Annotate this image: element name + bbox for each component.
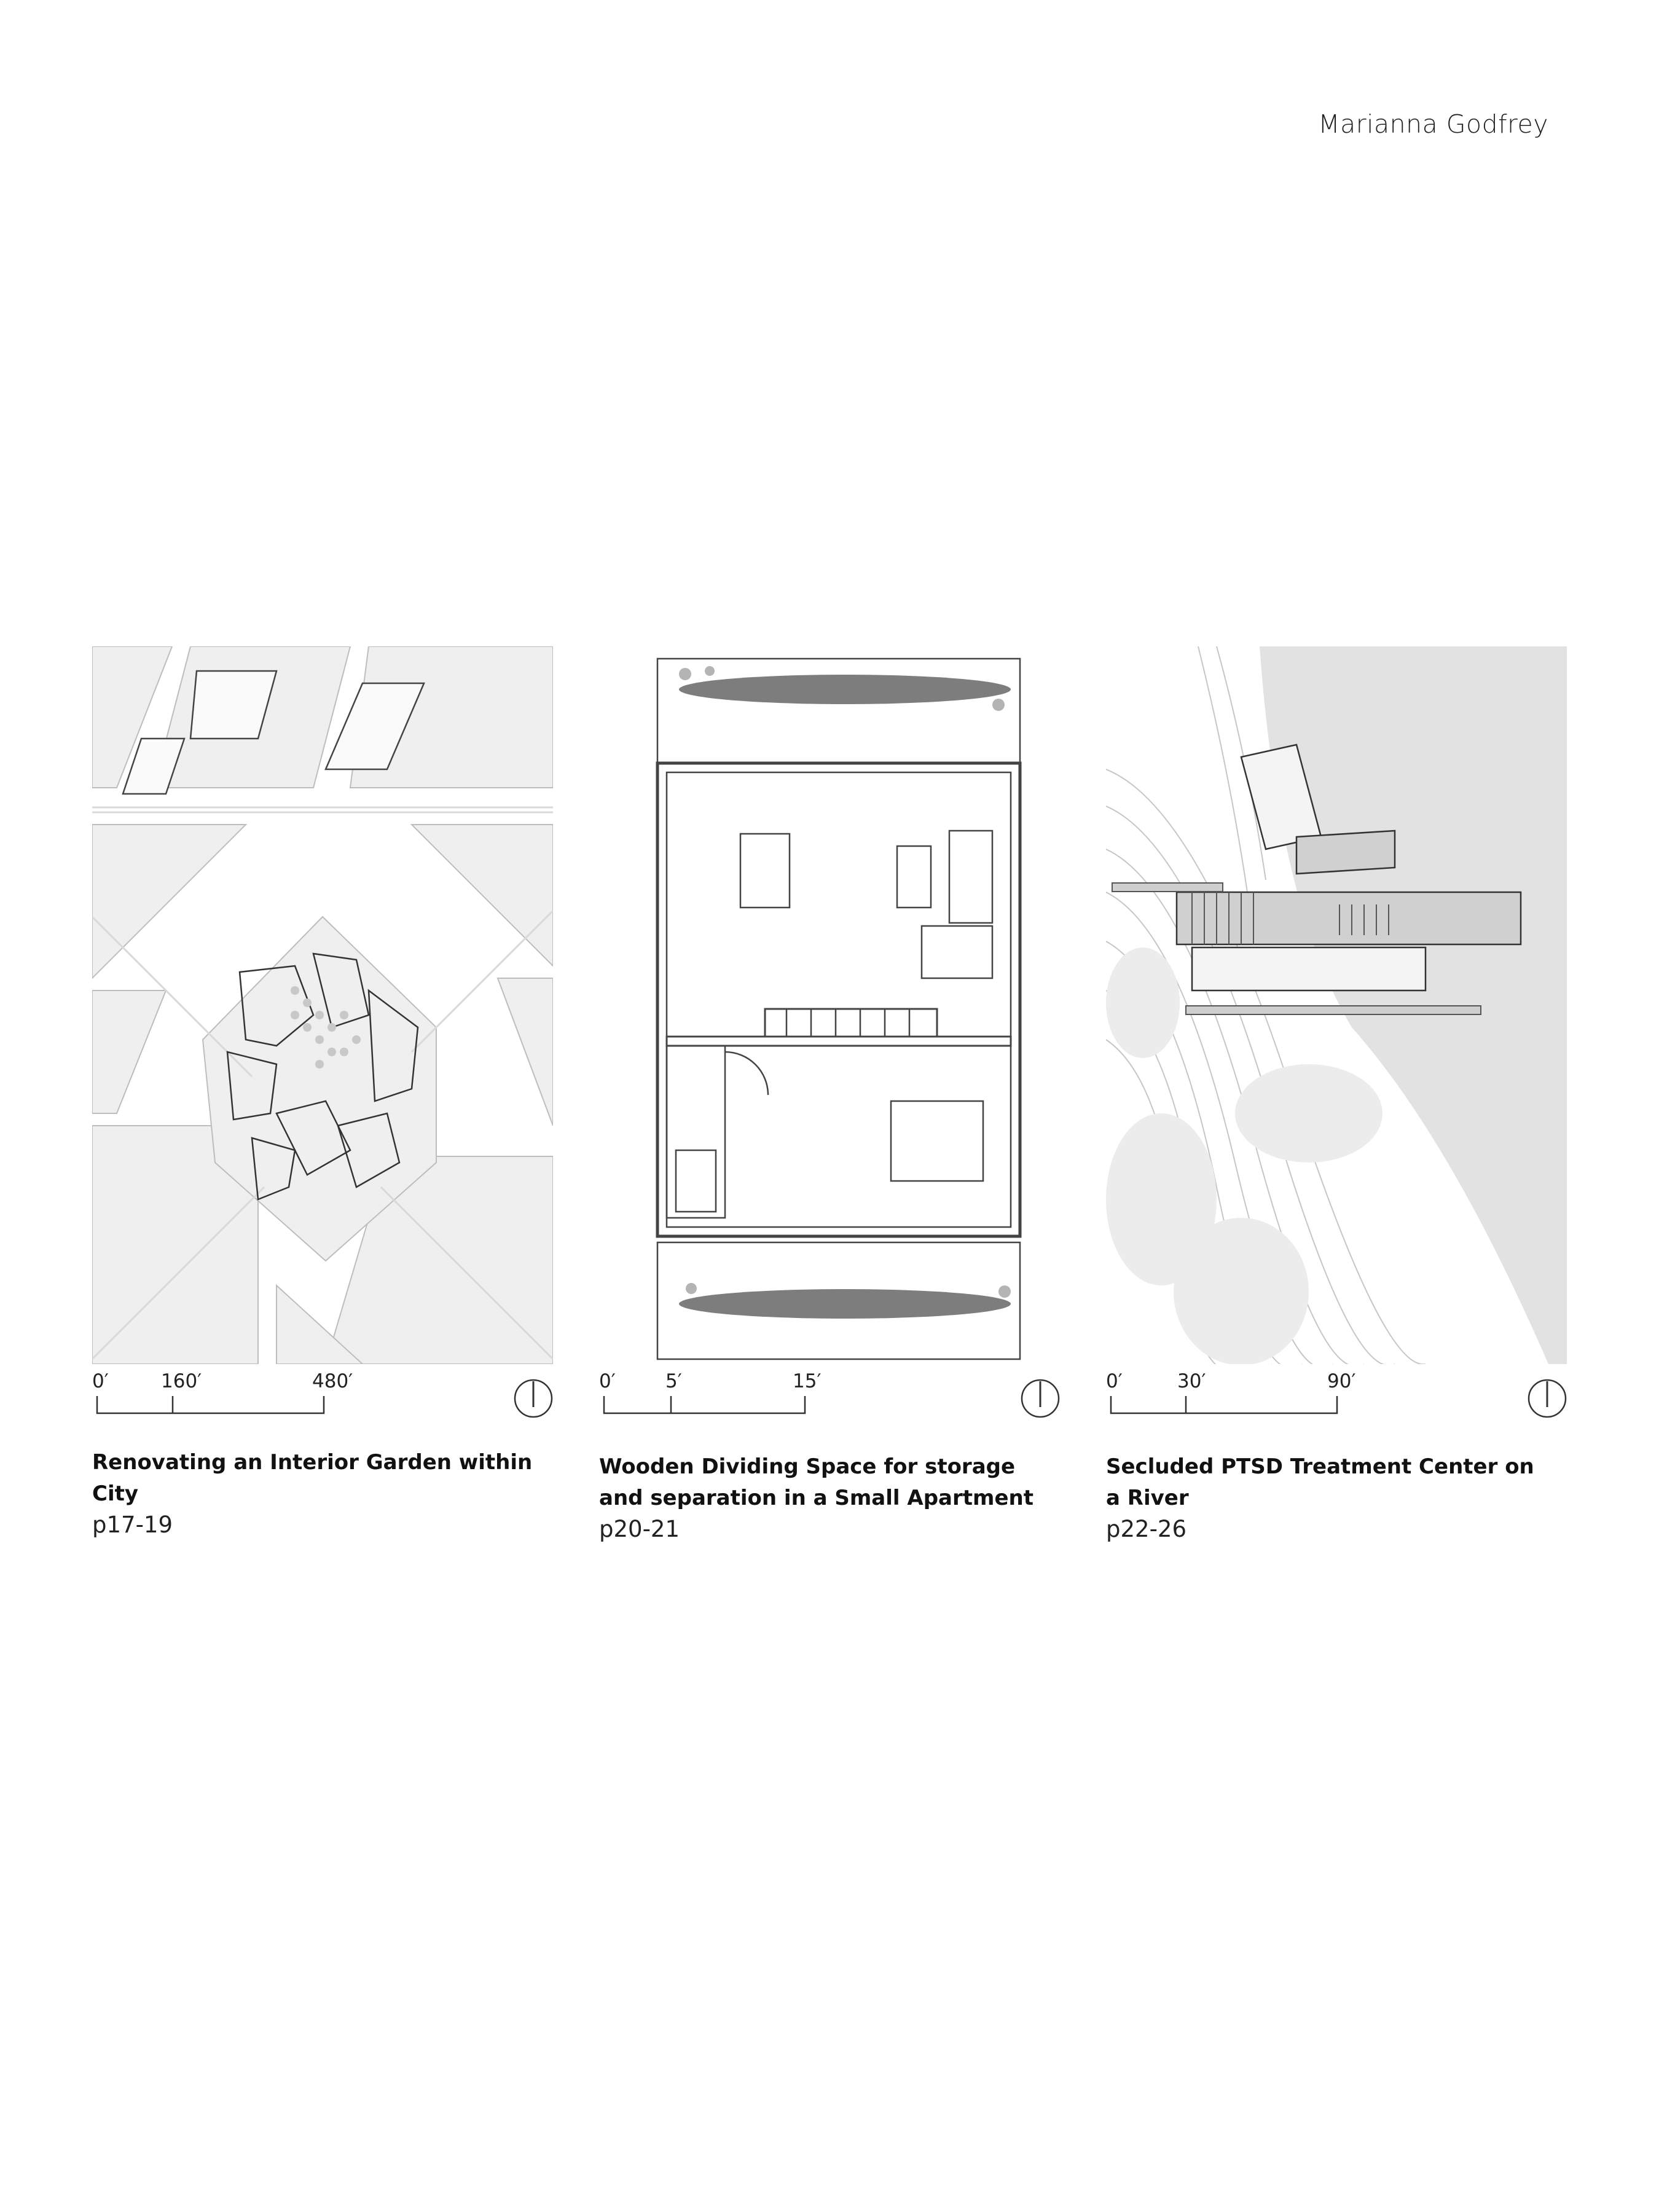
scale-end-label: 15′	[793, 1370, 822, 1392]
scale-bar-graphic	[599, 1370, 1060, 1426]
scale-bar-graphic	[92, 1370, 553, 1426]
north-arrow-icon	[515, 1380, 552, 1417]
site-plan-drawing	[92, 646, 553, 1364]
scale-end-label: 480′	[312, 1370, 353, 1392]
north-arrow-icon	[1022, 1380, 1059, 1417]
project-pages: p17-19	[92, 1512, 173, 1538]
project-caption-1	[92, 1447, 559, 1540]
scale-zero-label: 0′	[599, 1370, 616, 1392]
project-title: Wooden Dividing Space for storage and separation in a Small Apartment	[599, 1454, 1033, 1510]
project-caption-3	[1106, 1451, 1536, 1545]
scale-bar-3	[1106, 1370, 1567, 1426]
north-arrow-icon	[1529, 1380, 1566, 1417]
project-pages: p20-21	[599, 1516, 680, 1542]
scale-bar-2	[599, 1370, 1060, 1426]
scale-mid-label: 30′	[1177, 1370, 1206, 1392]
scale-end-label: 90′	[1327, 1370, 1356, 1392]
scale-bar-graphic	[1106, 1370, 1567, 1426]
scale-bar-1	[92, 1370, 553, 1426]
scale-zero-label: 0′	[1106, 1370, 1123, 1392]
project-title: Secluded PTSD Treatment Center on a River	[1106, 1454, 1534, 1510]
scale-mid-label: 160′	[161, 1370, 202, 1392]
project-caption-2	[599, 1451, 1066, 1545]
river-site-plan-drawing	[1106, 646, 1567, 1364]
author-name: Marianna Godfrey	[1318, 109, 1548, 139]
project-pages: p22-26	[1106, 1516, 1186, 1542]
scale-mid-label: 5′	[665, 1370, 682, 1392]
scale-zero-label: 0′	[92, 1370, 109, 1392]
project-title: Renovating an Interior Garden within City	[92, 1450, 533, 1506]
floor-plan-drawing	[599, 646, 1060, 1364]
